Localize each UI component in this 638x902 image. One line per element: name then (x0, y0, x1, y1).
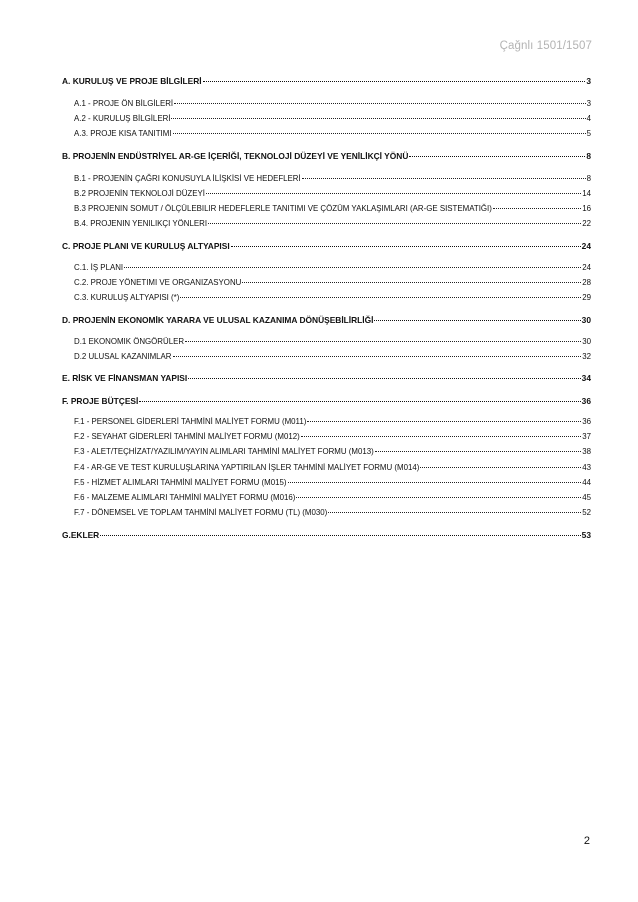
toc-entry-page: 30 (582, 337, 591, 346)
toc-entry-page: 53 (581, 530, 591, 540)
toc-entry-label: A. KURULUŞ VE PROJE BİLGİLERİ (62, 76, 202, 86)
dot-leader (171, 118, 585, 119)
toc-section-d[interactable] (62, 314, 591, 326)
dot-leader (409, 156, 585, 157)
dot-leader (231, 246, 581, 247)
dot-leader (374, 320, 580, 321)
page-number: 2 (583, 835, 590, 847)
toc-entry-label: F.2 - SEYAHAT GİDERLERİ TAHMİNİ MALİYET FORMU (M012) (74, 432, 300, 441)
dot-leader (100, 535, 580, 536)
toc-entry-page: 52 (582, 508, 591, 517)
toc-entry-label: D.1 EKONOMIK ÖNGÖRÜLER (74, 337, 185, 346)
toc-entry[interactable] (74, 416, 591, 428)
dot-leader (139, 401, 580, 402)
document-reference-header: Çağnlı 1501/1507 (499, 40, 592, 52)
toc-section-a[interactable] (62, 75, 591, 87)
dot-leader (206, 193, 581, 194)
toc-entry[interactable] (74, 173, 591, 185)
toc-entry-page: 30 (581, 315, 591, 325)
dot-leader (242, 282, 581, 283)
toc-section-e[interactable] (62, 372, 591, 384)
toc-entry[interactable] (74, 431, 591, 443)
toc-entry-label: B.3 PROJENIN SOMUT / ÖLÇÜLEBILIR HEDEFLERLE TANITIMI VE ÇÖZÜM YAKLAŞIMLARI (AR-GE SISTEMATIĞI) (74, 204, 492, 213)
toc-entry[interactable] (74, 128, 591, 140)
dot-leader (307, 421, 581, 422)
dot-leader (124, 267, 581, 268)
toc-entry-label: F.7 - DÖNEMSEL VE TOPLAM TAHMİNİ MALİYET FORMU (TL) (M030) (74, 508, 328, 517)
dot-leader (173, 133, 586, 134)
toc-entry-label: C.2. PROJE YÖNETIMI VE ORGANIZASYONU (74, 278, 242, 287)
dot-leader (301, 436, 581, 437)
dot-leader (188, 378, 580, 379)
toc-entry-page: 8 (586, 151, 591, 161)
toc-entry[interactable] (74, 292, 591, 304)
toc-entry-page: 22 (582, 219, 591, 228)
toc-entry-label: F.6 - MALZEME ALIMLARI TAHMİNİ MALİYET FORMU (M016) (74, 493, 296, 502)
toc-entry[interactable] (74, 188, 591, 200)
toc-section-f[interactable] (62, 395, 591, 407)
toc-entry-label: C.3. KURULUŞ ALTYAPISI (*) (74, 293, 180, 302)
toc-entry[interactable] (74, 446, 591, 458)
toc-section-b[interactable] (62, 150, 591, 162)
toc-entry-label: E. RİSK VE FİNANSMAN YAPISI (62, 373, 188, 383)
toc-entry-page: 32 (582, 352, 591, 361)
dot-leader (185, 341, 581, 342)
toc-entry-page: 3 (586, 99, 591, 108)
dot-leader (328, 512, 581, 513)
toc-entry-label: B.1 - PROJENİN ÇAĞRI KONUSUYLA İLİŞKİSİ VE HEDEFLERİ (74, 174, 301, 183)
toc-entry-page: 29 (582, 293, 591, 302)
dot-leader (493, 208, 581, 209)
toc-entry[interactable] (74, 492, 591, 504)
toc-entry-label: A.1 - PROJE ÖN BİLGİLERİ (74, 99, 174, 108)
toc-entry-page: 36 (582, 417, 591, 426)
toc-entry[interactable] (74, 203, 591, 215)
toc-entry-label: G.EKLER (62, 530, 100, 540)
toc-entry-label: B.2 PROJENİN TEKNOLOJİ DÜZEYİ (74, 189, 205, 198)
toc-entry[interactable] (74, 462, 591, 474)
toc-entry-label: B.4. PROJENIN YENILIKÇI YÖNLERI (74, 219, 208, 228)
toc-entry-page: 8 (586, 174, 591, 183)
toc-entry-label: C. PROJE PLANI VE KURULUŞ ALTYAPISI (62, 241, 230, 251)
dot-leader (208, 223, 581, 224)
toc-entry[interactable] (74, 218, 591, 230)
toc-entry-label: D.2 ULUSAL KAZANIMLAR (74, 352, 172, 361)
toc-entry-page: 43 (582, 463, 591, 472)
dot-leader (375, 451, 581, 452)
dot-leader (173, 356, 582, 357)
toc-entry-label: A.3. PROJE KISA TANITIMI (74, 129, 172, 138)
toc-entry-label: F.3 - ALET/TEÇHİZAT/YAZILIM/YAYIN ALIMLARI TAHMİNİ MALİYET FORMU (M013) (74, 447, 374, 456)
toc-entry-label: F.1 - PERSONEL GİDERLERİ TAHMİNİ MALİYET FORMU (M011) (74, 417, 307, 426)
toc-entry[interactable] (74, 336, 591, 348)
toc-entry-page: 28 (582, 278, 591, 287)
dot-leader (296, 497, 581, 498)
toc-entry[interactable] (74, 113, 591, 125)
dot-leader (302, 178, 586, 179)
toc-entry-label: F.4 - AR-GE VE TEST KURULUŞLARINA YAPTIRILAN İŞLER TAHMİNİ MALİYET FORMU (M014) (74, 463, 420, 472)
dot-leader (180, 297, 581, 298)
dot-leader (203, 81, 586, 82)
toc-entry-page: 38 (582, 447, 591, 456)
toc-entry[interactable] (74, 477, 591, 489)
toc-entry-page: 24 (582, 263, 591, 272)
toc-entry-page: 36 (581, 396, 591, 406)
toc-entry[interactable] (74, 507, 591, 519)
toc-entry-page: 16 (582, 204, 591, 213)
toc-entry-page: 14 (582, 189, 591, 198)
toc-section-c[interactable] (62, 240, 591, 252)
toc-entry-page: 45 (582, 493, 591, 502)
toc-entry-page: 44 (582, 478, 591, 487)
toc-entry-label: F.5 - HİZMET ALIMLARI TAHMİNİ MALİYET FORMU (M015) (74, 478, 287, 487)
toc-entry[interactable] (74, 277, 591, 289)
toc-entry-page: 3 (586, 76, 591, 86)
toc-entry-page: 4 (586, 114, 591, 123)
dot-leader (288, 482, 582, 483)
toc-entry[interactable] (74, 98, 591, 110)
toc-entry-label: D. PROJENİN EKONOMİK YARARA VE ULUSAL KAZANIMA DÖNÜŞEBİLİRLİĞİ (62, 315, 374, 325)
dot-leader (420, 467, 581, 468)
toc-entry-label: F. PROJE BÜTÇESİ (62, 396, 139, 406)
toc-entry-page: 37 (582, 432, 591, 441)
toc-entry-page: 5 (586, 129, 591, 138)
toc-section-g[interactable] (62, 529, 591, 541)
toc-entry-label: A.2 - KURULUŞ BİLGİLERİ (74, 114, 171, 123)
dot-leader (174, 103, 586, 104)
toc-entry-label: C.1. İŞ PLANI (74, 263, 124, 272)
toc-entry[interactable] (74, 351, 591, 363)
toc-entry-page: 24 (581, 241, 591, 251)
toc-entry-label: B. PROJENİN ENDÜSTRİYEL AR-GE İÇERİĞİ, TEKNOLOJİ DÜZEYİ VE YENİLİKÇİ YÖNÜ (62, 151, 409, 161)
toc-entry[interactable] (74, 262, 591, 274)
toc-entry-page: 34 (581, 373, 591, 383)
